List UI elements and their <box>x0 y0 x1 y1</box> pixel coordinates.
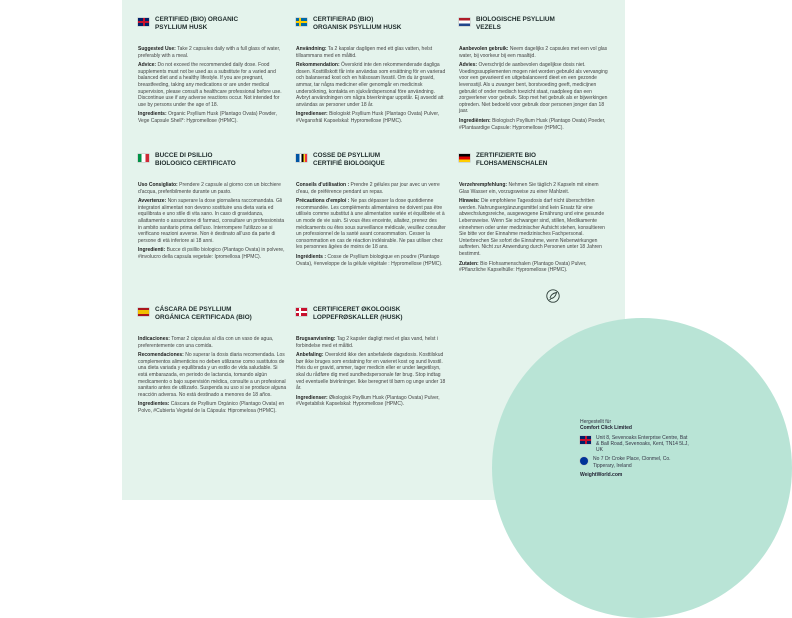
section-title: CERTIFIERAD (BIO) <box>313 16 374 23</box>
use-text: Take 2 capsules daily with a full glass of water, preferably with a meal. <box>138 46 281 59</box>
section-subtitle: ORGANISK PSYLLIUM HUSK <box>313 24 402 31</box>
use-text: Ta 2 kapslar dagligen med ett glas vatten, helst tillsammans med en måltid. <box>296 46 433 59</box>
ingredients-text: Økologisk Psyllium Husk (Plantago Ovata) Pulver, #Vegetabilsk Kapselskal: Hypromellose (HPMC). <box>296 394 440 408</box>
eu-flag-icon <box>580 457 588 465</box>
manufacturer-label: Hergestellt für <box>580 419 612 425</box>
use-label: Brugsanvisning: <box>296 336 336 342</box>
section-subtitle: FLOHSAMENSCHALEN <box>476 160 548 167</box>
section-subtitle: PSYLLIUM HUSK <box>155 24 208 31</box>
use-label: Indicaciones: <box>138 336 170 342</box>
germany-flag-icon <box>459 154 470 162</box>
ingredients-label: Ingredienti: <box>138 247 166 254</box>
ingredients-label: Ingredienser: <box>296 394 328 401</box>
advice-text: Non superare la dose giornaliera raccomandata. Gli integratori alimentari non devono sostituire una dieta varia ed equilibrata e uno stile di vita sano. In caso di gravidanza, allattamento o assunzione di farmaci, consultare un professionista in ambito sanitario prima dell'uso. Interrompere l'utilizzo se si verificano reazioni avverse. Non è destinato all'uso da parte di persone di età inferiore ai 18 anni. <box>138 198 285 244</box>
section-fr <box>296 152 446 270</box>
ingredients-text: Cosse de Psyllium biologique en poudre (Plantago Ovata), #enveloppe de la gélule végétale : Hypromellose (HPMC). <box>296 253 443 267</box>
section-title: COSSE DE PSYLLIUM <box>313 152 381 159</box>
section-es <box>138 306 288 418</box>
france-belgium-flag-icon <box>296 154 307 162</box>
section-nl <box>459 16 609 134</box>
ingredients-label: Zutaten: <box>459 260 479 267</box>
recycle-leaf-icon <box>546 289 560 303</box>
use-label: Conseils d'utilisation : <box>296 182 350 188</box>
advice-label: Hinweis: <box>459 198 480 205</box>
section-subtitle: ORGÁNICA CERTIFICADA (BIO) <box>155 314 252 321</box>
section-it <box>138 152 288 264</box>
use-label: Användning: <box>296 46 327 52</box>
label-panel <box>122 0 689 500</box>
denmark-flag-icon <box>296 308 307 316</box>
use-text: Nehmen Sie täglich 2 Kapseln mit einem Glas Wasser ein, vorzugsweise zu einer Mahlzeit. <box>459 182 599 195</box>
use-label: Aanbevolen gebruik: <box>459 46 509 52</box>
section-subtitle: VEZELS <box>476 24 501 31</box>
section-subtitle: BIOLOGICO CERTIFICATO <box>155 160 236 167</box>
advice-text: Ne pas dépasser la dose quotidienne recommandée. Les compléments alimentaires ne doivent pas être utilisés comme substitut à une alimentation variée et équilibrée et à un mode de vie sain. Si vous êtes enceinte, allaitez, prenez des médicaments ou êtes sous surveillance médicale, veuillez consulter un professionnel de la santé avant consommation. Cesser la consommation en cas de réaction indésirable. Ne pas utiliser chez les personnes âgées de moins de 18 ans. <box>296 198 446 251</box>
netherlands-flag-icon <box>459 18 470 26</box>
spain-flag-icon <box>138 308 149 316</box>
ingredients-text: Bio Flohsamenschalen (Plantago Ovata) Pulver, #Pflanzliche Kapselhülle: Hypromellose (HPMC). <box>459 260 587 274</box>
ingredients-label: Ingredients: <box>138 111 167 118</box>
ingredients-text: Biologisch Psyllium Husk (Plantago Ovata) Poeder, #Plantaardige Capsule: Hypromellose (HPMC). <box>459 117 606 131</box>
manufacturer-block <box>580 419 690 478</box>
advice-text: No superar la dosis diaria recomendada. Los complementos alimenticios no deben utilizarse como sustitutos de una dieta variada y equilibrada y un estilo de vida saludable. Si está embarazada, en periodo de lactancia, tomando algún medicamento o bajo supervisión médica, consulte a un profesional sanitario antes de utilizarlo. Suspenda su uso si se produce alguna reacción adversa. No está destinado a menores de 18 años. <box>138 352 287 398</box>
advice-label: Rekommendation: <box>296 62 340 69</box>
advice-text: Die empfohlene Tagesdosis darf nicht überschritten werden. Nahrungsergänzungsmittel sind kein Ersatz für eine abwechslungsreiche, ausgewogene Ernährung und eine gesunde Lebensweise. Wenn Sie schwanger sind, stillen, Medikamente einnehmen oder unter medizinischer Aufsicht stehen, konsultieren Sie bitte vor der Einnahme medizinisches Fachpersonal. Unterbrechen Sie sofort die Einnahme, wenn Nebenwirkungen auftreten. Nicht zur Anwendung durch Personen unter 18 Jahren bestimmt. <box>459 198 605 257</box>
ingredients-text: Cáscara de Psyllium Orgánico (Plantago Ovata) en Polvo, #Cubierta Vegetal de la Cápsula: Hipromelosa (HPMC). <box>138 401 285 414</box>
section-sv <box>296 16 446 128</box>
uk-flag-icon <box>138 18 149 26</box>
use-text: Prendere 2 capsule al giorno con un bicchiere d'acqua, preferibilmente durante un pasto. <box>138 182 281 195</box>
ingredients-text: Bucce di psillio biologico (Plantago Ovata) in polvere, #involucro della capsula vegetale: Ipromellosa (HPMC). <box>138 247 285 260</box>
advice-label: Advice: <box>138 62 157 69</box>
ingredients-label: Ingrediënten: <box>459 117 491 124</box>
uk-flag-icon <box>580 436 591 444</box>
italy-flag-icon <box>138 154 149 162</box>
advice-label: Recomendaciones: <box>138 352 184 359</box>
section-subtitle: CERTIFIÉ BIOLOGIQUE <box>313 160 385 167</box>
section-title: BUCCE DI PSILLIO <box>155 152 213 159</box>
sweden-flag-icon <box>296 18 307 26</box>
advice-label: Advies: <box>459 62 478 69</box>
section-en <box>138 16 288 128</box>
section-da <box>296 306 446 411</box>
section-title: CERTIFIED (BIO) ORGANIC <box>155 16 239 23</box>
use-text: Tomar 2 cápsulas al día con un vaso de agua, preferentemente con una comida. <box>138 336 274 349</box>
ie-address: No 7 Dr Croke Place, Clonmel, Co. Tipperary, Ireland <box>593 456 671 469</box>
use-text: Neem dagelijks 2 capsules met een vol glas water, bij voorkeur bij een maaltijd. <box>459 46 608 59</box>
ingredients-text: Biologiskt Psyllium Husk (Plantago Ovata) Pulver, #Vegansfräl Kapselskal: Hypromellose (HPMC). <box>296 111 440 124</box>
advice-text: Overschrijd de aanbevolen dagelijkse dosis niet. Voedingssupplementen mogen niet worden gebruikt als vervanging voor een gevarieerd en uitgebalanceerd dieet en een gezonde levensstijl. Als u zwanger bent, borstvoeding geeft, medicijnen gebruikt of onder medisch toezicht staat, raadpleeg dan een zorgverlener voor gebruik. Stop met het gebruik als er bijwerkingen optreden. Niet bedoeld voor gebruik door personen jonger dan 18 jaar. <box>459 62 608 115</box>
advice-label: Avvertenze: <box>138 198 167 205</box>
section-de <box>459 152 609 277</box>
use-label: Uso Consigliato: <box>138 182 178 188</box>
manufacturer-name: Comfort Click Limited <box>580 425 632 432</box>
section-title: BIOLOGISCHE PSYLLIUM <box>476 16 555 23</box>
ingredients-text: Organic Psyllium Husk (Plantago Ovata) Powder, Vege Capsule Shell*: Hypromellose (HPMC). <box>138 111 277 124</box>
advice-text: Overskrid ikke den anbefalede dagsdosis. Kosttilskud bør ikke bruges som erstatning for en varieret kost og sund livsstil. Hvis du er gravid, ammer, tager medicin eller er under lægetilsyn, skal du rådføre dig med sundhedspersonale før brug. Stop indtag ved eventuelle bivirkninger. Ikke beregnet til børn og unge under 18 år. <box>296 352 446 392</box>
section-title: CÁSCARA DE PSYLLIUM <box>155 306 232 313</box>
use-label: Suggested Use: <box>138 46 176 52</box>
section-title: CERTIFICERET ØKOLOGISK <box>313 306 401 313</box>
use-label: Verzehrempfehlung: <box>459 182 508 188</box>
ingredients-label: Ingredienser: <box>296 111 328 118</box>
advice-text: Överskrid inte den rekommenderade dagliga dosen. Kosttillskott får inte användas som ersättning för en varierad och balanserad kost och en hälsosam livsstil. Om du är gravid, ammar, tar några mediciner eller genomgår en medicinsk undersökning, kontakta en sjukvårdspersonal före användning. Avbryt användningen om några biverkningar uppstår. Ej avsedd att användas av personer under 18 år. <box>296 62 446 108</box>
website: WeightWorld.com <box>580 472 623 479</box>
use-text: Tag 2 kapsler dagligt med et glas vand, helst i forbindelse med et måltid. <box>296 336 438 349</box>
section-title: ZERTIFIZIERTE BIO <box>476 152 536 159</box>
uk-address: Unit 8, Sevenoaks Enterprise Centre, Bat & Ball Road, Sevenoaks, Kent, TN14 5LJ, UK <box>596 434 689 454</box>
advice-label: Précautions d'emploi : <box>296 198 350 205</box>
use-text: Prendre 2 gélules par jour avec un verre d'eau, de préférence pendant un repas. <box>296 182 440 195</box>
section-subtitle: LOPPEFRØSKALLER (HUSK) <box>313 314 403 321</box>
advice-label: Anbefaling: <box>296 352 324 359</box>
ingredients-label: Ingredientes: <box>138 401 170 408</box>
advice-text: Do not exceed the recommended daily dose. Food supplements must not be used as a substitute for a varied and balanced diet and a healthy lifestyle. If you are pregnant, breastfeeding, taking any medications or are under medical supervision, please consult a healthcare professional before use. Discontinue use if any adverse reactions occur. Not intended for use by persons under the age of 18. <box>138 62 282 108</box>
ingredients-label: Ingrédients : <box>296 253 327 260</box>
